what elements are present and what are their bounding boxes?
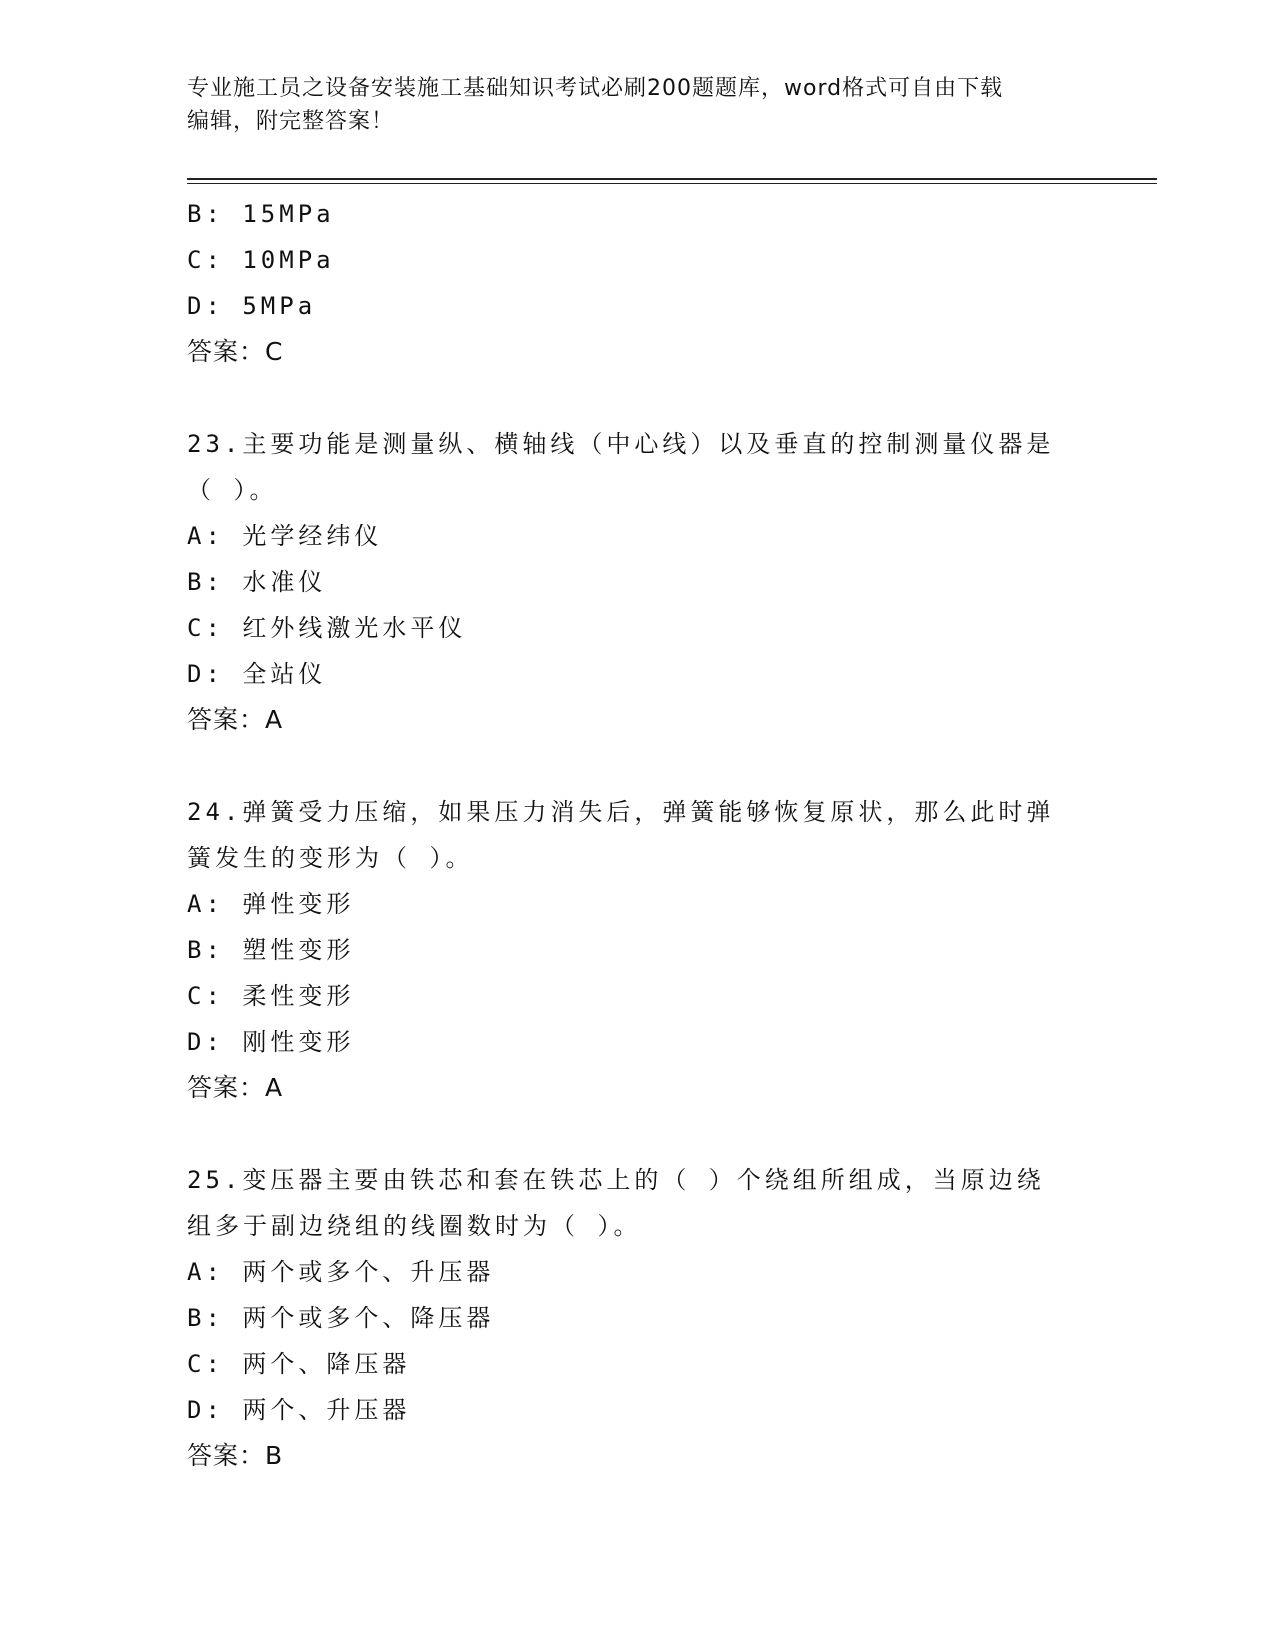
question-24 <box>187 789 1087 1111</box>
option-b: B: 15MPa <box>187 200 335 228</box>
answer: 答案：A <box>187 1073 284 1102</box>
option-d: D: 刚性变形 <box>187 1028 355 1056</box>
option-d: D: 全站仪 <box>187 660 327 688</box>
answer: 答案：C <box>187 337 284 366</box>
answer: 答案：B <box>187 1441 284 1470</box>
option-d: D: 5MPa <box>187 292 317 320</box>
option-c: C: 两个、降压器 <box>187 1350 411 1378</box>
question-text-line1: 25.变压器主要由铁芯和套在铁芯上的（ ）个绕组所组成，当原边绕 <box>187 1166 1045 1194</box>
option-a: A: 两个或多个、升压器 <box>187 1258 495 1286</box>
header-title-line2: 编辑，附完整答案！ <box>187 109 395 134</box>
header-divider-thin <box>187 183 1157 184</box>
option-c: C: 红外线激光水平仪 <box>187 614 467 642</box>
question-text-line1: 24.弹簧受力压缩，如果压力消失后，弹簧能够恢复原状，那么此时弹 <box>187 798 1055 826</box>
option-d: D: 两个、升压器 <box>187 1396 411 1424</box>
page-header <box>187 72 1087 138</box>
option-b: B: 塑性变形 <box>187 936 355 964</box>
question-text-line2: 组多于副边绕组的线圈数时为（ ）。 <box>187 1212 642 1240</box>
option-c: C: 柔性变形 <box>187 982 355 1010</box>
question-text-line1: 23.主要功能是测量纵、横轴线（中心线）以及垂直的控制测量仪器是 <box>187 430 1055 458</box>
spacer <box>187 375 1087 421</box>
question-text-line2: （ ）。 <box>187 476 278 504</box>
option-c: C: 10MPa <box>187 246 335 274</box>
header-title-line1: 专业施工员之设备安装施工基础知识考试必刷200题题库，word格式可自由下载 <box>187 76 1004 101</box>
question-22 <box>187 191 1087 375</box>
option-b: B: 两个或多个、降压器 <box>187 1304 495 1332</box>
option-a: A: 光学经纬仪 <box>187 522 383 550</box>
question-list <box>187 191 1087 1479</box>
header-divider <box>187 178 1157 180</box>
question-text-line2: 簧发生的变形为（ ）。 <box>187 844 474 872</box>
option-a: A: 弹性变形 <box>187 890 355 918</box>
option-b: B: 水准仪 <box>187 568 327 596</box>
spacer <box>187 743 1087 789</box>
question-25 <box>187 1157 1087 1479</box>
question-23 <box>187 421 1087 743</box>
spacer <box>187 1111 1087 1157</box>
answer: 答案：A <box>187 705 284 734</box>
